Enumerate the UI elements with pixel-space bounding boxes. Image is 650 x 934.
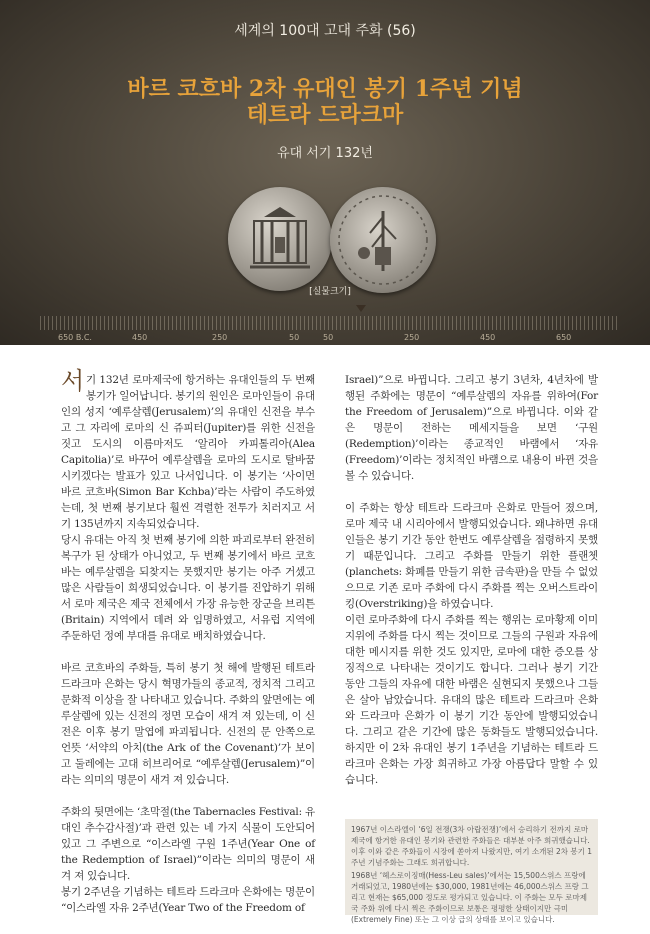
paragraph: 주화의 뒷면에는 ‘초막절(the Tabernacles Festival: 유대인 추수감사절)’과 관련 있는 네 가지 식물이 도안되어 있고 그 주변으로 “이스라엘 구원 1주년(Year One of the Redemption of Israel)”이라는 의미의 명문이 새겨 져 있습니다. bbox=[61, 806, 315, 882]
timeline-tick: 650 B.C. bbox=[58, 333, 92, 342]
lulav-icon bbox=[330, 187, 436, 293]
paragraph: 이런 로마주화에 다시 주화를 찍는 행위는 로마황제 이미지위에 주화를 다시 찍는 것이므로 그들의 구원과 자유에 대한 메시지를 위한 것도 있지만, 로마에 대한 증오를 상징적으로 나타내는 것이기도 합니다. 그러나 봉기 기간 동안 그들의 자유에 대한 바램은 실현되지 못했으나 그들은 살아 남았습니다. 유대의 많은 테트라 드라크마 은화와 드라크마 은화가 이 봉기 기간 동안에 발행되었습니다. 그리고 같은 기간에 많은 동화들도 발행되었습니다. 하지만 이 2차 유대인 봉기 1주년을 기념하는 테트라 드라크마 은화는 가장 희귀하고 가장 아름답다 말할 수 있습니다. bbox=[345, 614, 598, 786]
note-paragraph: 1968년 ‘헤스로이징매(Hess-Leu sales)’에서는 15,500스위스 프랑에 거래되었고, 1980년에는 $30,000, 1981년에는 46,000스위스 프랑 그리고 현재는 $65,000 정도로 평가되고 있습니다. 이 주화는 모두 로마제국 주화 위에 다시 찍은 주화이므로 보통은 평평한 상태이지만 극미(Extremely Fine) 또는 그 이상 급의 상태를 보이고 있습니다. bbox=[351, 871, 589, 924]
timeline-marker-icon bbox=[356, 305, 366, 312]
timeline-tick: 250 bbox=[212, 333, 228, 342]
paragraph: Israel)”으로 바뀝니다. 그리고 봉기 3년차, 4년차에 발행된 주화에는 명문이 “예루살렘의 자유를 위하여(For the Freedom of Jerusalem)”으로 바뀝니다. 이와 같은 명문이 전하는 메세지들을 보면 ‘구원(Redemption)’이라는 종교적인 바램에서 ‘자유(Freedom)’이라는 정치적인 바램으로 내용이 바뀐 것을 볼 수 있습니다. bbox=[345, 374, 598, 482]
article-column-right bbox=[345, 372, 598, 804]
drop-cap: 서 bbox=[61, 367, 84, 395]
title-line-1: 바르 코흐바 2차 유대인 봉기 1주년 기념 bbox=[127, 76, 523, 102]
coin-obverse-image bbox=[228, 187, 332, 291]
timeline-tick: 250 bbox=[404, 333, 420, 342]
note-paragraph: 1967년 이스라엘이 ‘6일 전쟁(3차 아랍전쟁)’에서 승리하기 전까지 로마제국에 항거한 유대인 봉기와 관련한 주화들은 대부분 아주 희귀했습니다. 이후 이와 같은 주화들이 시장에 쏟아져 나왔지만, 여기 소개된 2차 봉기 1주년 기념주화는 그래도 희귀합니다. bbox=[351, 825, 593, 867]
paragraph: 당시 유대는 아직 첫 번째 봉기에 의한 파괴로부터 완전히 복구가 된 상태가 아니었고, 두 번째 봉기에서 바르 코흐바는 예루살렘을 되찾지는 못했지만 봉기는 아주 거셌고 많은 사람들이 희생되었습니다. 이 봉기를 진압하기 위해서 로마 제국은 제국 전체에서 가장 유능한 장군을 브리튼(Britain) 지역에서 데려 와 임명하였고, 서유럽 지역에 주둔하던 정예 부대를 유대로 배치하였습니다. bbox=[61, 534, 315, 642]
header-banner bbox=[0, 0, 650, 345]
paragraph: 이 주화는 항상 테트라 드라크마 은화로 만들어 졌으며, 로마 제국 내 시리아에서 발행되었습니다. 왜냐하면 유대인들은 봉기 기간 동안 한번도 예루살렘을 점령하지 못했기 때문입니다. 그리고 주화를 만들기 위한 플랜쳇(planchets: 화폐를 만들기 위한 금속판)을 만들 수 없었으므로 기존 로마 주화에 다시 주화를 찍는 오버스트라이킹(Overstriking)을 하였습니다. bbox=[345, 502, 598, 610]
timeline-tick: 50 bbox=[289, 333, 300, 342]
timeline-tick: 650 bbox=[556, 333, 572, 342]
timeline-tick: 50 bbox=[323, 333, 334, 342]
paragraph: 서기 132년 로마제국에 항거하는 유대인들의 두 번째 봉기가 일어납니다. 봉기의 원인은 로마인들이 유대인의 성지 ‘예루살렘(Jerusalem)’의 유대인 신전을 부수고 그 자리에 로마의 신 쥬피터(Jupiter)를 위한 신전을 짓고 도시의 이름마저도 ‘알리아 카피톨리아(Alea Capitolia)’로 바꾸어 예루살렘을 로마의 도시로 탈바꿈시키겠다는 발표가 있고 나서입니다. 이 봉기는 ‘사이먼 바르 코흐바(Simon Bar Kchba)’라는 사람이 주도하였는데, 첫 번째 봉기보다 훨씬 격렬한 전투가 치러지고 서기 135년까지 지속되었습니다. bbox=[61, 367, 315, 530]
timeline-ruler bbox=[40, 316, 620, 330]
title-line-2: 테트라 드라크마 bbox=[246, 102, 404, 128]
paragraph: 바르 코흐바의 주화들, 특히 봉기 첫 해에 발행된 테트라 드라크마 은화는 당시 혁명가들의 종교적, 정치적 그리고 문화적 이상을 잘 나타내고 있습니다. 주화의 앞면에는 예루살렘에 있는 신전의 정면 모습이 새겨 져 있는데, 이 신전은 이후 봉기 말엽에 파괴됩니다. 신전의 문 안쪽으로 언뜻 ‘서약의 아치(the Ark of the Covenant)’가 보이고 둘레에는 고대 히브리어로 “예루살렘(Jerusalem)”이라는 의미의 명문이 새겨 져 있습니다. bbox=[61, 662, 315, 786]
series-label: 세계의 100대 고대 주화 (56) bbox=[234, 23, 416, 39]
page-subtitle: 유대 서기 132년 bbox=[277, 146, 373, 161]
actual-size-caption: [실물크기] bbox=[309, 287, 351, 297]
sidebar-note bbox=[345, 819, 598, 924]
timeline-tick: 450 bbox=[132, 333, 148, 342]
coin-reverse-image bbox=[330, 187, 436, 293]
page-title bbox=[0, 76, 650, 128]
temple-facade-icon bbox=[228, 187, 332, 291]
timeline-tick: 450 bbox=[480, 333, 496, 342]
article-column-left bbox=[61, 367, 315, 932]
paragraph: 봉기 2주년을 기념하는 테트라 드라크마 은화에는 명문이 “이스라엘 자유 2주년(Year Two of the Freedom of bbox=[61, 886, 315, 914]
